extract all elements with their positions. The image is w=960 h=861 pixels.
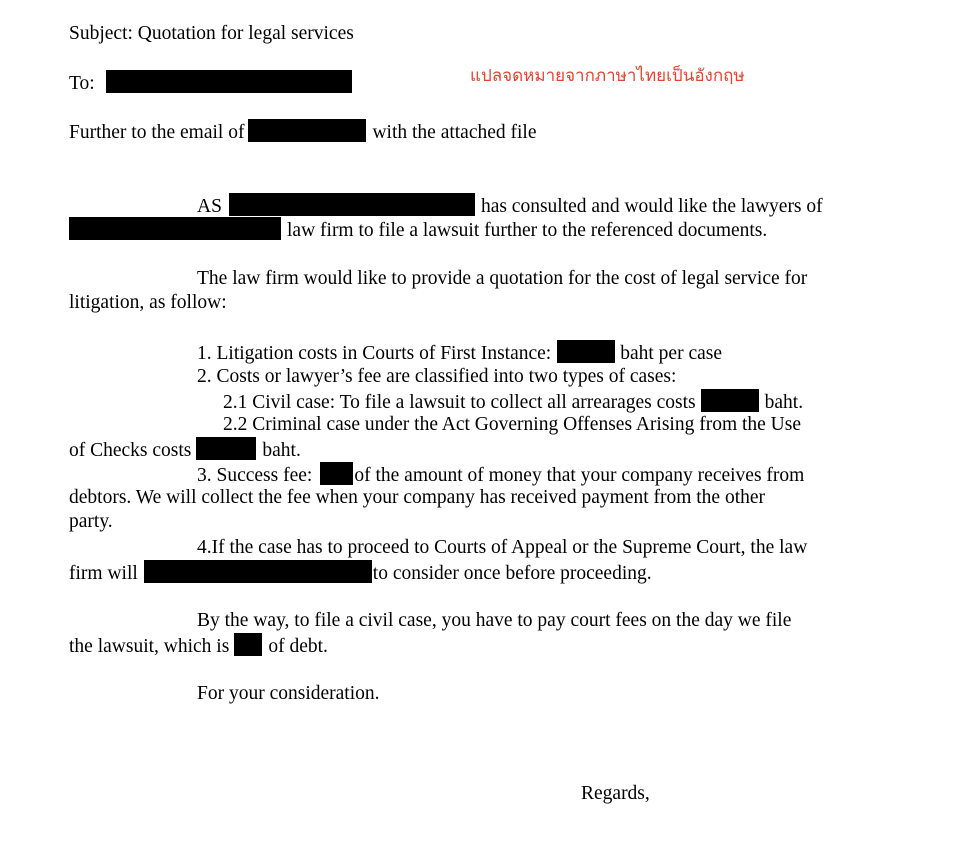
item-4-line-1: 4.If the case has to proceed to Courts of Appeal or the Supreme Court, the law (197, 537, 808, 558)
subject-line: Subject: Quotation for legal services (69, 23, 354, 44)
redacted-law-firm-name (69, 217, 281, 240)
item-4-line-2: firm will to consider once before proceeding. (69, 560, 652, 586)
item-3-line-3: party. (69, 511, 113, 532)
redacted-recipient (106, 70, 352, 93)
fees-line-1: By the way, to file a civil case, you have to pay court fees on the day we file (197, 610, 792, 631)
quote-line-2: litigation, as follow: (69, 292, 227, 313)
item-2-2-line-1: 2.2 Criminal case under the Act Governing Offenses Arising from the Use (223, 414, 802, 435)
to-label: To: (69, 73, 95, 94)
redacted-civil-cost (701, 389, 759, 412)
item-3-line-1: 3. Success fee: of the amount of money that your company receives from (197, 462, 804, 488)
item-2-2-line-2: of Checks costs baht. (69, 437, 301, 463)
item-3-line-2: debtors. We will collect the fee when your company has received payment from the other (69, 487, 766, 508)
further-line: Further to the email of with the attached file (69, 119, 537, 145)
translation-note: แปลจดหมายจากภาษาไทยเป็นอังกฤษ (470, 66, 745, 86)
redacted-litigation-cost (557, 340, 615, 363)
regards-line: Regards, (581, 783, 650, 804)
recipient-line (69, 70, 352, 96)
item-2: 2. Costs or lawyer’s fee are classified into two types of cases: (197, 366, 677, 387)
redacted-success-fee (320, 462, 353, 485)
redacted-court-fee-rate (234, 633, 262, 656)
as-line-2: law firm to file a lawsuit further to the referenced documents. (69, 217, 767, 243)
consideration-line: For your consideration. (197, 683, 380, 704)
redacted-client-name (229, 193, 475, 216)
redacted-email-sender (248, 119, 366, 142)
fees-line-2: the lawsuit, which is of debt. (69, 633, 328, 659)
item-1: 1. Litigation costs in Courts of First Instance: baht per case (197, 340, 722, 366)
redacted-appeal-action (144, 560, 372, 583)
quote-line-1: The law firm would like to provide a quotation for the cost of legal service for (197, 268, 808, 289)
redacted-criminal-cost (196, 437, 256, 460)
item-2-1: 2.1 Civil case: To file a lawsuit to collect all arrearages costs baht. (223, 389, 803, 415)
as-line-1: AS has consulted and would like the lawyers of (197, 193, 823, 219)
